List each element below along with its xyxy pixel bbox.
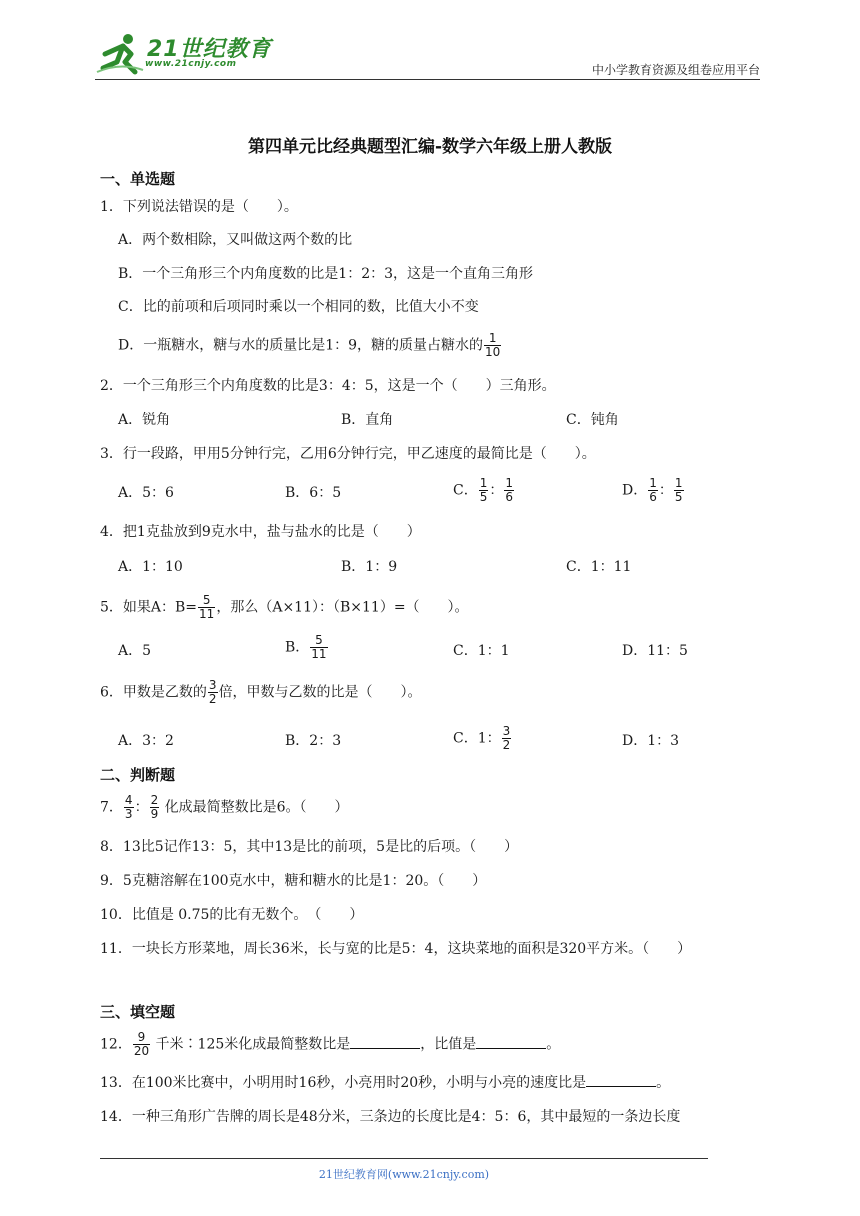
fraction-numerator: 5 [310,634,327,648]
fraction [310,634,327,661]
fraction [208,679,218,706]
fraction-denominator: 2 [502,738,511,752]
fraction-numerator: 3 [208,678,217,692]
question-5-stem-pre: 5．如果A：B= [100,599,198,616]
option-label: C． [453,482,478,499]
fraction-numerator: 1 [674,476,683,490]
fraction-numerator: 3 [502,724,511,738]
question-5-option-b [285,634,329,661]
fraction [484,332,501,359]
fraction-numerator: 1 [505,476,513,490]
option-label: B． [285,639,310,656]
platform-name: 中小学教育资源及组卷应用平台 [591,63,760,77]
question-6-stem [100,679,422,706]
question-4-option-a: A．1：10 [118,559,183,575]
fraction [198,594,215,621]
fraction-numerator: 1 [479,476,488,490]
question-4-option-b: B．1：9 [341,559,398,575]
site-logo[interactable] [95,32,275,76]
question-1-option-c: C．比的前项和后项同时乘以一个相同的数，比值大小不变 [118,299,479,315]
question-3-option-b: B．6：5 [285,485,342,501]
question-1-stem: 1．下列说法错误的是（ ）。 [100,199,298,215]
question-2-option-c: C．钝角 [566,412,619,428]
fraction-numerator: 5 [198,594,215,608]
question-6-option-d: D．1：3 [622,733,680,749]
question-6-option-a: A．3：2 [118,733,174,749]
question-12-end: 。 [546,1036,561,1053]
footer-divider [100,1158,708,1159]
fraction-denominator: 2 [208,692,217,706]
fraction [674,477,684,504]
fraction-denominator: 10 [485,345,501,359]
question-13 [100,1073,670,1093]
question-12-text: 千米∶125米化成最简整数比是 [151,1036,351,1053]
fraction-numerator: 4 [124,793,133,807]
question-9: 9．5克糖溶解在100克水中，糖和糖水的比是1：20。（ ） [100,873,487,889]
fraction-denominator: 5 [674,490,683,504]
fraction-numerator: 1 [649,476,657,490]
question-6-option-b: B．2：3 [285,733,342,749]
fraction-denominator: 11 [311,647,327,661]
page-header [95,28,760,80]
question-1-option-a: A．两个数相除，又叫做这两个数的比 [118,232,353,248]
question-2-option-a: A．锐角 [118,412,171,428]
question-1-option-d [118,332,502,359]
question-5-option-a: A．5 [118,643,152,659]
fraction-numerator: 1 [484,332,501,346]
question-1-option-d-text: D．一瓶糖水，糖与水的质量比是1：9，糖的质量占糖水的 [118,337,484,354]
question-5-stem-post: ，那么（A×11）：（B×11）=（ ）。 [216,599,469,616]
fraction-denominator: 20 [133,1044,150,1058]
fraction-denominator: 9 [150,807,159,821]
question-8: 8．13比5记作13：5，其中13是比的前项，5是比的后项。（ ） [100,839,519,855]
fraction [150,794,160,821]
question-3-option-c [453,477,515,504]
ratio-separator: ： [134,799,149,816]
ratio-separator: ： [658,482,673,499]
question-5-option-c: C．1：1 [453,643,510,659]
document-title: 第四单元比经典题型汇编-数学六年级上册人教版 [247,137,613,157]
answer-blank[interactable] [476,1035,546,1049]
question-2-stem: 2．一个三角形三个内角度数的比是3：4：5，这是一个（ ）三角形。 [100,378,556,394]
ratio-separator: ： [489,482,504,499]
question-3-option-d [622,477,685,504]
option-label: D． [622,482,648,499]
logo-brand-text: 21世纪教育 [147,37,272,62]
question-12-text-2: ，比值是 [420,1036,477,1053]
fraction [133,1031,150,1058]
question-7 [100,794,349,821]
question-13-end: 。 [656,1075,671,1091]
question-3-option-a: A．5：6 [118,485,174,501]
runner-logo-icon [95,32,145,76]
question-10: 10．比值是 0.75的比有无数个。 （ ） [100,907,364,923]
question-number: 12． [100,1036,132,1053]
section-heading-single-choice: 一、单选题 [100,170,176,188]
option-label: C．1： [453,730,501,747]
fraction [648,477,658,504]
fraction-denominator: 6 [505,490,513,504]
logo-url-text: www.21cnjy.com [145,59,237,69]
question-6-stem-post: 倍，甲数与乙数的比是（ ）。 [218,684,422,701]
question-5-option-d: D．11：5 [622,643,688,659]
question-6-option-c [453,725,512,752]
footer-link[interactable]: 21世纪教育网(www.21cnjy.com) [318,1168,490,1181]
question-4-stem: 4．把1克盐放到9克水中，盐与盐水的比是（ ） [100,524,421,540]
fraction-numerator: 9 [133,1031,150,1045]
fraction-denominator: 5 [479,490,488,504]
fraction-denominator: 11 [199,607,215,621]
question-4-option-c: C．1：11 [566,559,632,575]
fraction-denominator: 6 [649,490,657,504]
question-7-text: 化成最简整数比是6。（ ） [160,799,349,816]
section-heading-true-false: 二、判断题 [100,766,176,784]
fraction [502,725,512,752]
question-14: 14．一种三角形广告牌的周长是48分米，三条边的长度比是4：5：6，其中最短的一条边长度 [100,1109,681,1125]
fraction-numerator: 2 [150,793,159,807]
question-3-stem: 3．行一段路，甲用5分钟行完，乙用6分钟行完，甲乙速度的最简比是（ ）。 [100,446,596,462]
question-number: 7． [100,799,123,816]
fraction [504,477,514,504]
question-13-text: 13．在100米比赛中，小明用时16秒，小亮用时20秒，小明与小亮的速度比是 [100,1075,587,1091]
answer-blank[interactable] [350,1035,420,1049]
fraction [479,477,489,504]
question-5-stem [100,594,469,621]
answer-blank[interactable] [586,1073,656,1087]
question-6-stem-pre: 6．甲数是乙数的 [100,684,207,701]
fraction-denominator: 3 [124,807,133,821]
question-12 [100,1031,560,1058]
question-11: 11．一块长方形菜地，周长36米，长与宽的比是5：4，这块菜地的面积是320平方米。（ ） [100,941,692,957]
question-2-option-b: B．直角 [341,412,394,428]
question-1-option-b: B．一个三角形三个内角度数的比是1：2：3，这是一个直角三角形 [118,266,534,282]
fraction [124,794,134,821]
section-heading-fill-blank: 三、填空题 [100,1003,176,1021]
